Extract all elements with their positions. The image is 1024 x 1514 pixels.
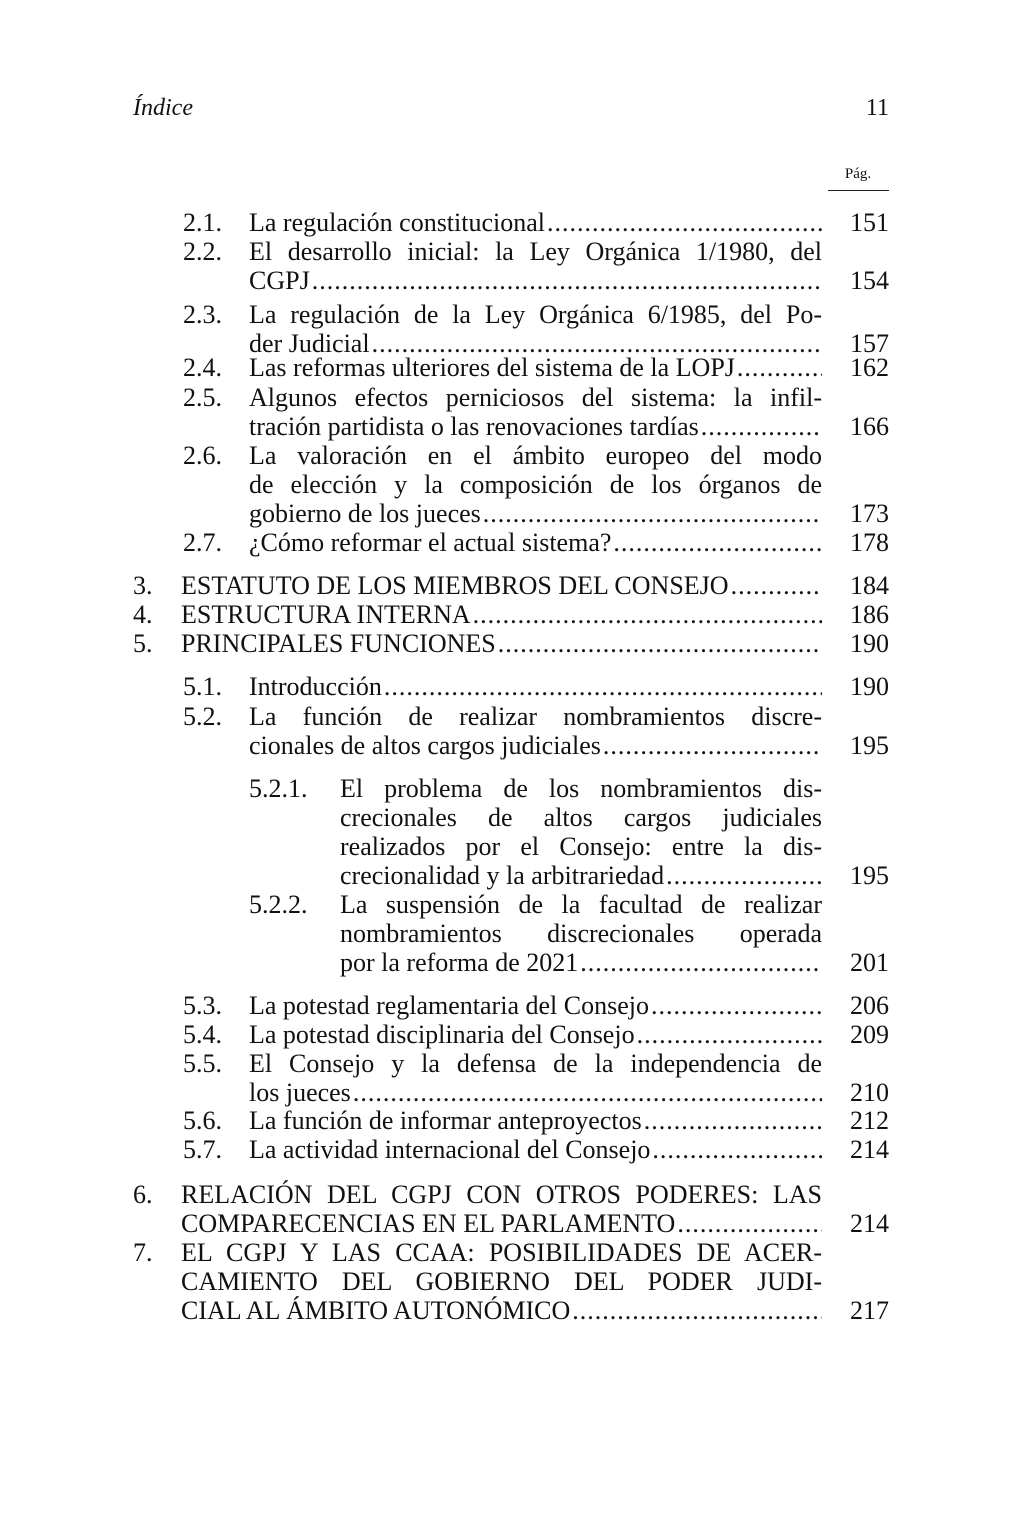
dot-leader: [737, 353, 822, 382]
toc-entry-page: 178: [850, 528, 889, 557]
toc-entry-page: 190: [850, 672, 889, 701]
toc-entry-last-line: [181, 1296, 822, 1325]
dot-leader: [613, 528, 822, 557]
dot-leader: [498, 629, 822, 658]
toc-entry: [183, 1049, 889, 1107]
toc-entry-last-line: [249, 412, 822, 441]
toc-entry-title: [249, 991, 822, 1020]
toc-entry-last-line: [249, 353, 822, 382]
toc-entry-number: 5.5.: [183, 1049, 222, 1078]
toc-entry: [133, 571, 889, 600]
toc-entry-number: 5.: [133, 629, 153, 658]
toc-entry: [183, 353, 889, 382]
toc-entry: [249, 890, 889, 977]
toc-entry-title: [249, 672, 822, 701]
toc-entry-line: La función de realizar nombramientos discre-: [249, 702, 822, 731]
toc-entry-title: [181, 629, 822, 658]
toc-entry-number: 2.6.: [183, 441, 222, 470]
toc-entry-line: ESTATUTO DE LOS MIEMBROS DEL CONSEJO: [181, 571, 729, 600]
toc-entry-title: [181, 571, 822, 600]
toc-entry-page: 195: [850, 861, 889, 890]
toc-entry-line: der Judicial: [249, 329, 370, 358]
toc-entry-last-line: [249, 672, 822, 701]
toc-entry-title: [249, 1135, 822, 1164]
toc-entry: [183, 1135, 889, 1164]
toc-entry-line: CAMIENTO DEL GOBIERNO DEL PODER JUDI-: [181, 1267, 822, 1296]
toc-entry-page: 209: [850, 1020, 889, 1049]
toc-entry-title: [181, 1180, 822, 1238]
toc-entry-line: La función de informar anteproyectos: [249, 1106, 642, 1135]
toc-entry-page: 214: [850, 1135, 889, 1164]
toc-entry-title: [249, 237, 822, 295]
toc-entry: [183, 702, 889, 760]
toc-entry-line: gobierno de los jueces: [249, 499, 481, 528]
toc-entry-title: [249, 1049, 822, 1107]
dot-leader: [473, 600, 822, 629]
toc-entry-line: cionales de altos cargos judiciales: [249, 731, 601, 760]
dot-leader: [666, 861, 822, 890]
toc-entry-line: ¿Cómo reformar el actual sistema?: [249, 528, 612, 557]
toc-entry-last-line: [249, 1106, 822, 1135]
toc-entry-number: 6.: [133, 1180, 153, 1209]
toc-entry: [183, 991, 889, 1020]
running-header-title: Índice: [133, 95, 193, 121]
toc-entry-number: 2.2.: [183, 237, 222, 266]
toc-entry: [183, 672, 889, 701]
toc-entry-title: [181, 600, 822, 629]
toc-entry-page: 173: [850, 499, 889, 528]
toc-entry-page: 162: [850, 353, 889, 382]
toc-entry: [183, 300, 889, 358]
dot-leader: [384, 672, 822, 701]
toc-entry-page: 206: [850, 991, 889, 1020]
toc-entry-line: EL CGPJ Y LAS CCAA: POSIBILIDADES DE ACER-: [181, 1238, 822, 1267]
toc-entry-number: 2.4.: [183, 353, 222, 382]
toc-entry-number: 4.: [133, 600, 153, 629]
toc-entry-last-line: [249, 1135, 822, 1164]
toc-entry-line: nombramientos discrecionales operada: [340, 919, 822, 948]
toc-entry-line: La regulación de la Ley Orgánica 6/1985, del Po-: [249, 300, 822, 329]
toc-entry-page: 154: [850, 266, 889, 295]
toc-entry-number: 2.3.: [183, 300, 222, 329]
dot-leader: [652, 1135, 822, 1164]
toc-entry-line: La potestad disciplinaria del Consejo: [249, 1020, 635, 1049]
toc-entry: [183, 237, 889, 295]
toc-entry-last-line: [249, 1020, 822, 1049]
toc-entry-page: 166: [850, 412, 889, 441]
toc-entry-title: [249, 300, 822, 358]
dot-leader: [572, 1296, 822, 1325]
dot-leader: [644, 1106, 822, 1135]
toc-entry-number: 5.2.: [183, 702, 222, 731]
toc-entry: [133, 600, 889, 629]
page-column-rule: [828, 190, 889, 191]
toc-entry-line: por la reforma de 2021: [340, 948, 579, 977]
toc-entry: [133, 629, 889, 658]
toc-entry-number: 2.1.: [183, 208, 222, 237]
toc-entry-line: El Consejo y la defensa de la independencia de: [249, 1049, 822, 1078]
toc-entry-number: 7.: [133, 1238, 153, 1267]
toc-entry-page: 184: [850, 571, 889, 600]
dot-leader: [731, 571, 822, 600]
dot-leader: [651, 991, 822, 1020]
toc-entry-last-line: [249, 991, 822, 1020]
toc-entry-title: [249, 528, 822, 557]
toc-entry-title: [181, 1238, 822, 1325]
toc-entry-line: de elección y la composición de los órganos de: [249, 470, 822, 499]
toc-entry: [183, 208, 889, 237]
toc-entry-last-line: [249, 208, 822, 237]
running-header-page-number: 11: [865, 95, 889, 121]
toc-entry-line: Introducción: [249, 672, 382, 701]
toc-entry-title: [249, 383, 822, 441]
dot-leader: [701, 412, 822, 441]
toc-entry-last-line: [181, 571, 822, 600]
toc-entry: [133, 1180, 889, 1238]
toc-entry-title: [340, 890, 822, 977]
dot-leader: [603, 731, 822, 760]
toc-entry-page: 186: [850, 600, 889, 629]
toc-entry-title: [249, 441, 822, 528]
toc-entry-number: 5.3.: [183, 991, 222, 1020]
toc-entry-line: La potestad reglamentaria del Consejo: [249, 991, 649, 1020]
toc-entry-line: La regulación constitucional: [249, 208, 546, 237]
toc-entry-last-line: [249, 528, 822, 557]
toc-entry-last-line: [249, 1078, 822, 1107]
toc-entry-title: [340, 774, 822, 890]
toc-entry-last-line: [249, 266, 822, 295]
toc-entry-title: [249, 208, 822, 237]
toc-entry-number: 5.2.2.: [249, 890, 308, 919]
toc-entry-page: 157: [850, 329, 889, 358]
toc-entry-title: [249, 702, 822, 760]
dot-leader: [580, 948, 822, 977]
toc-entry-number: 2.5.: [183, 383, 222, 412]
toc-entry-last-line: [249, 731, 822, 760]
dot-leader: [353, 1078, 822, 1107]
toc-entry-number: 3.: [133, 571, 153, 600]
toc-entry: [183, 528, 889, 557]
toc-entry-page: 195: [850, 731, 889, 760]
toc-entry-title: [249, 1020, 822, 1049]
toc-entry-last-line: [181, 629, 822, 658]
toc-entry-line: CGPJ: [249, 266, 310, 295]
toc-entry-number: 5.1.: [183, 672, 222, 701]
dot-leader: [677, 1209, 822, 1238]
toc-entry-title: [249, 353, 822, 382]
toc-entry: [183, 383, 889, 441]
toc-entry-last-line: [340, 948, 822, 977]
toc-entry-number: 5.2.1.: [249, 774, 308, 803]
toc-entry-line: La valoración en el ámbito europeo del modo: [249, 441, 822, 470]
toc-entry-page: 210: [850, 1078, 889, 1107]
toc-entry-line: PRINCIPALES FUNCIONES: [181, 629, 496, 658]
toc-entry-page: 217: [850, 1296, 889, 1325]
toc-entry-number: 5.7.: [183, 1135, 222, 1164]
toc-entry-line: Algunos efectos perniciosos del sistema: la infil-: [249, 383, 822, 412]
dot-leader: [547, 208, 822, 237]
dot-leader: [483, 499, 822, 528]
page-column-label: Pág.: [844, 166, 872, 182]
dot-leader: [312, 266, 822, 295]
toc-entry-line: El desarrollo inicial: la Ley Orgánica 1/1980, del: [249, 237, 822, 266]
toc-entry-number: 5.4.: [183, 1020, 222, 1049]
toc-entry-last-line: [340, 861, 822, 890]
toc-entry-page: 151: [850, 208, 889, 237]
toc-entry-line: La actividad internacional del Consejo: [249, 1135, 651, 1164]
toc-entry-last-line: [181, 600, 822, 629]
toc-entry-line: los jueces: [249, 1078, 351, 1107]
toc-entry-page: 190: [850, 629, 889, 658]
toc-entry-line: RELACIÓN DEL CGPJ CON OTROS PODERES: LAS: [181, 1180, 822, 1209]
toc-entry-line: crecionalidad y la arbitrariedad: [340, 861, 665, 890]
toc-entry-last-line: [181, 1209, 822, 1238]
toc-entry-line: COMPARECENCIAS EN EL PARLAMENTO: [181, 1209, 676, 1238]
toc-entry: [183, 1020, 889, 1049]
toc-entry: [133, 1238, 889, 1325]
toc-entry-last-line: [249, 499, 822, 528]
toc-entry: [249, 774, 889, 890]
toc-entry-page: 212: [850, 1106, 889, 1135]
toc-entry-line: La suspensión de la facultad de realizar: [340, 890, 822, 919]
dot-leader: [637, 1020, 822, 1049]
toc-entry-line: tración partidista o las renovaciones tardías: [249, 412, 699, 441]
toc-entry-line: CIAL AL ÁMBITO AUTONÓMICO: [181, 1296, 571, 1325]
toc-entry: [183, 441, 889, 528]
toc-entry-line: realizados por el Consejo: entre la dis-: [340, 832, 822, 861]
toc-entry-title: [249, 1106, 822, 1135]
toc-entry-line: Las reformas ulteriores del sistema de la LOPJ: [249, 353, 735, 382]
toc-entry-line: crecionales de altos cargos judiciales: [340, 803, 822, 832]
toc-entry-line: ESTRUCTURA INTERNA: [181, 600, 471, 629]
toc-entry-line: El problema de los nombramientos dis-: [340, 774, 822, 803]
toc-entry-page: 201: [850, 948, 889, 977]
toc-entry-number: 2.7.: [183, 528, 222, 557]
toc-entry-number: 5.6.: [183, 1106, 222, 1135]
toc-entry: [183, 1106, 889, 1135]
toc-entry-page: 214: [850, 1209, 889, 1238]
